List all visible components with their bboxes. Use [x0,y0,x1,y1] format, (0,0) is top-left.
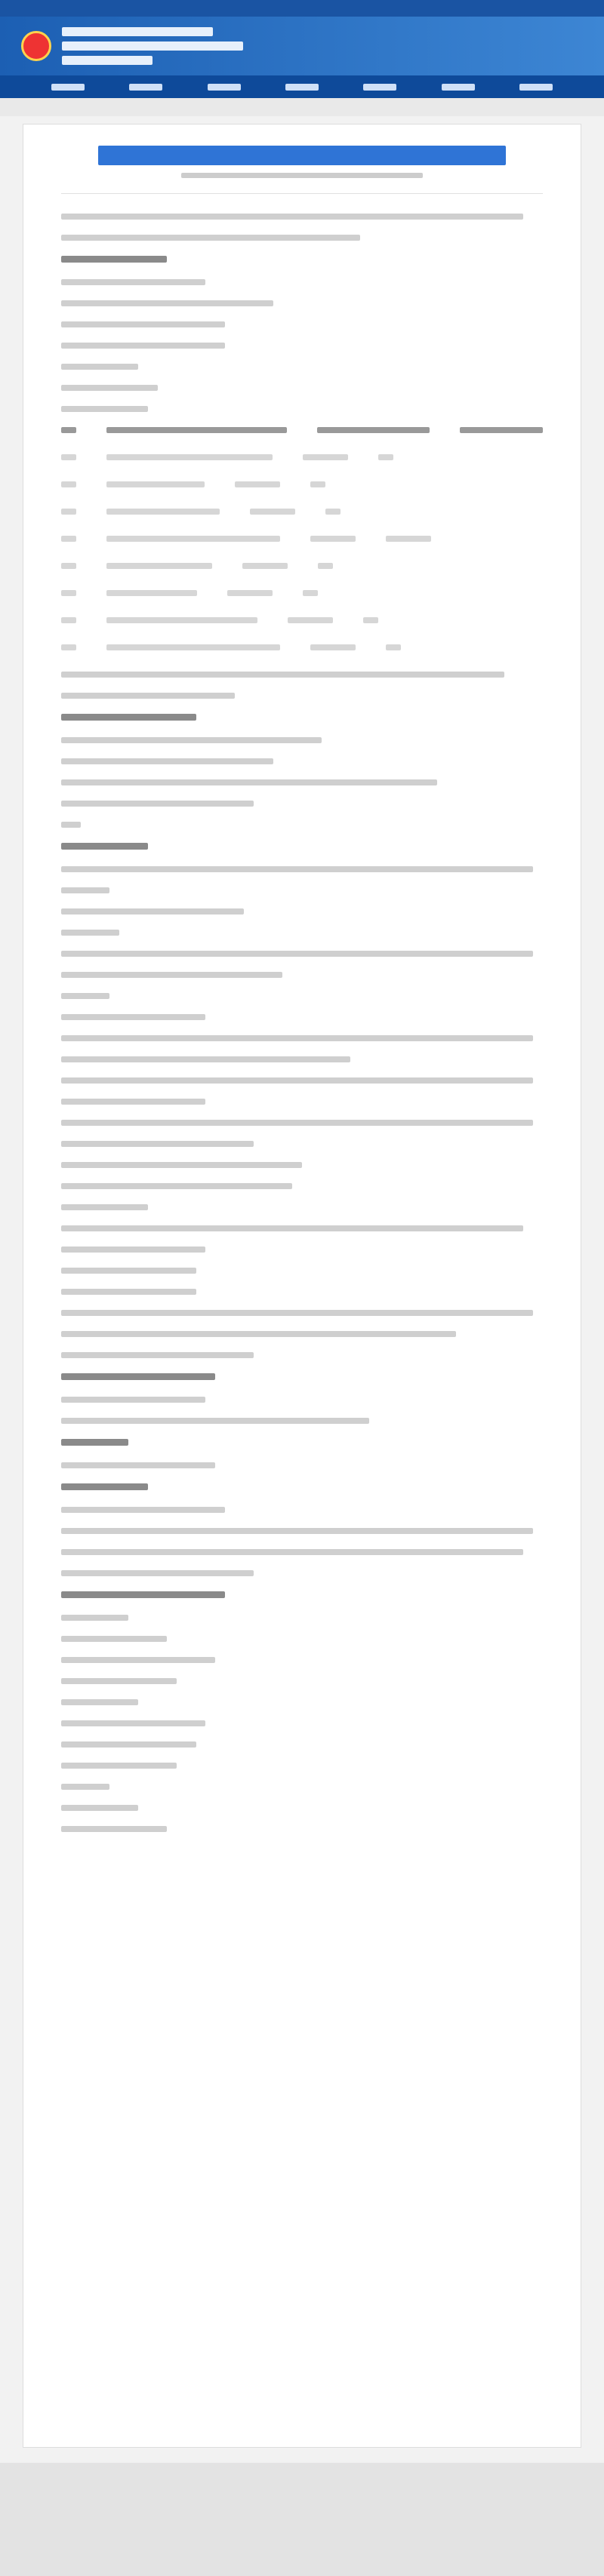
main-nav [0,75,604,98]
paragraph [61,1805,138,1811]
paragraph [61,1120,533,1126]
nav-item[interactable] [343,75,418,98]
nav-item[interactable] [186,75,261,98]
publish-meta [181,173,423,178]
paragraph [61,321,225,327]
divider [61,193,543,194]
paragraph [61,993,109,999]
section-heading [61,1439,128,1446]
paragraph [61,1225,523,1231]
nav-item[interactable] [30,75,105,98]
section-heading [61,843,148,850]
paragraph [61,951,533,957]
breadcrumb [0,98,604,116]
emblem-logo [21,31,51,61]
paragraph [61,1784,109,1790]
paragraph [61,1549,523,1555]
paragraph [61,672,504,678]
nav-item[interactable] [264,75,339,98]
site-name [62,27,243,65]
paragraph [61,1183,292,1189]
paragraph [61,1397,205,1403]
paragraph [61,930,119,936]
top-utility-bar [0,0,604,17]
paragraph [61,1741,196,1748]
paragraph [61,972,282,978]
paragraph [61,866,533,872]
paragraph [61,1035,533,1041]
paragraph [61,1162,302,1168]
paragraph [61,779,437,785]
paragraph [61,1331,456,1337]
nav-item[interactable] [108,75,183,98]
paragraph [61,385,158,391]
site-header [0,17,604,75]
paragraph [61,801,254,807]
paragraph [61,1720,205,1726]
package-table [61,427,543,650]
paragraph [61,887,109,893]
nav-item[interactable] [499,75,574,98]
section-heading [61,1591,225,1598]
paragraph [61,1418,369,1424]
paragraph [61,1699,138,1705]
paragraph [61,1678,177,1684]
paragraph [61,1204,148,1210]
site-footer [0,2463,604,2576]
paragraph [61,1462,215,1468]
paragraph [61,1141,254,1147]
paragraph [61,235,360,241]
paragraph [61,1528,533,1534]
paragraph [61,406,148,412]
paragraph [61,758,273,764]
paragraph [61,1570,254,1576]
paragraph [61,908,244,915]
paragraph [61,1247,205,1253]
section-heading [61,256,167,263]
section-heading [61,1483,148,1490]
paragraph [61,1615,128,1621]
paragraph [61,1507,225,1513]
paragraph [61,1077,533,1084]
nav-item[interactable] [421,75,495,98]
paragraph [61,214,523,220]
paragraph [61,1763,177,1769]
paragraph [61,822,81,828]
paragraph [61,1826,167,1832]
paragraph [61,737,322,743]
section-heading [61,1373,215,1380]
section-heading [61,714,196,721]
paragraph [61,343,225,349]
paragraph [61,279,205,285]
paragraph [61,1310,533,1316]
paragraph [61,1289,196,1295]
paragraph [61,1268,196,1274]
paragraph [61,364,138,370]
paragraph [61,1056,350,1062]
paragraph [61,1014,205,1020]
page-title [98,146,506,165]
paragraph [61,1657,215,1663]
paragraph [61,1636,167,1642]
paragraph [61,693,235,699]
announcement-article [23,124,581,2448]
paragraph [61,300,273,306]
paragraph [61,1099,205,1105]
paragraph [61,1352,254,1358]
